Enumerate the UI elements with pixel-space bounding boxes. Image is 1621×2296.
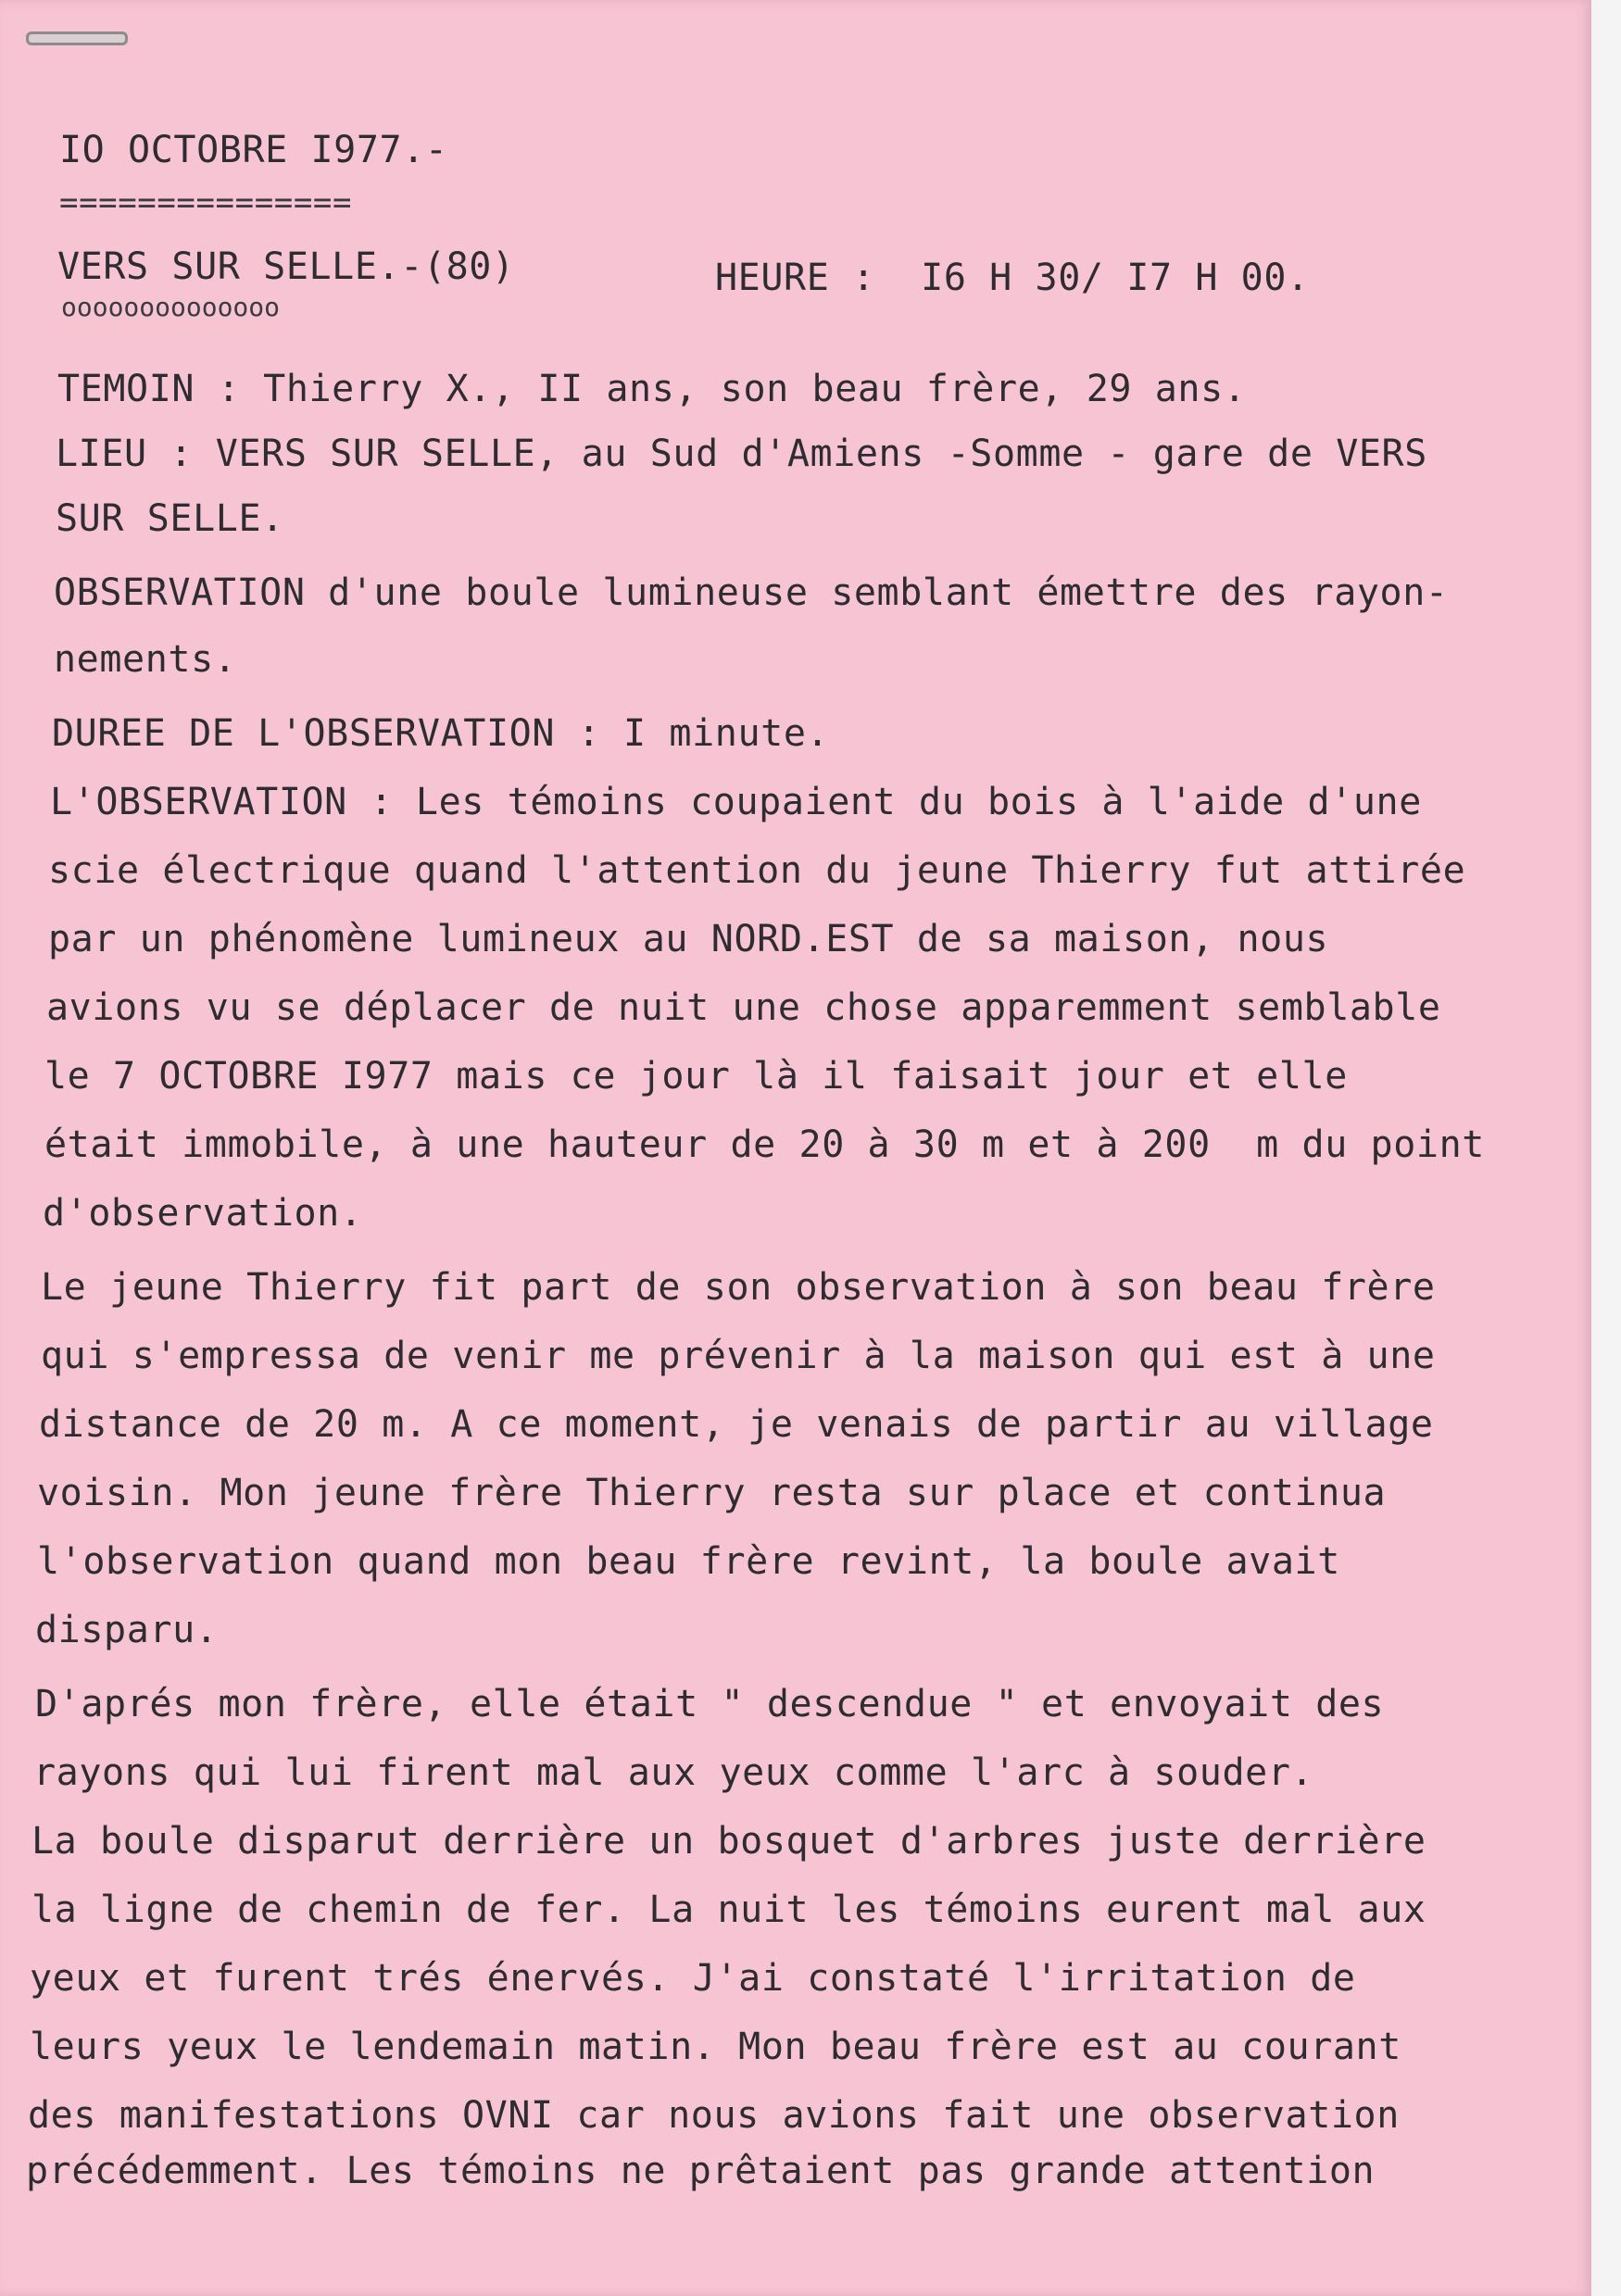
staple-mark <box>26 31 128 45</box>
account-line: des manifestations OVNI car nous avions fait une observation <box>28 2094 1400 2137</box>
account-line: d'observation. <box>43 1192 363 1235</box>
account-line: leurs yeux le lendemain matin. Mon beau frère est au courant <box>30 2026 1401 2068</box>
account-line: le 7 OCTOBRE I977 mais ce jour là il faisait jour et elle <box>44 1055 1348 1098</box>
location-line: LIEU : VERS SUR SELLE, au Sud d'Amiens -Somme - gare de VERS <box>56 433 1427 475</box>
account-line: avions vu se déplacer de nuit une chose apparemment semblable <box>46 986 1441 1029</box>
duration-line: DUREE DE L'OBSERVATION : I minute. <box>52 712 830 755</box>
witness-line: TEMOIN : Thierry X., II ans, son beau frère, 29 ans. <box>57 368 1247 410</box>
account-line: voisin. Mon jeune frère Thierry resta sur place et continua <box>37 1472 1387 1514</box>
report-time: HEURE : I6 H 30/ I7 H 00. <box>715 257 1310 299</box>
account-line: scie électrique quand l'attention du jeune Thierry fut attirée <box>48 849 1466 892</box>
account-line: rayons qui lui firent mal aux yeux comme l'arc à souder. <box>33 1751 1314 1794</box>
place-underline: oooooooooooooo <box>61 292 281 322</box>
observation-line: OBSERVATION d'une boule lumineuse semblant émettre des rayon- <box>54 571 1449 614</box>
location-line-cont: SUR SELLE. <box>56 497 284 540</box>
account-line: la ligne de chemin de fer. La nuit les témoins eurent mal aux <box>31 1888 1426 1931</box>
account-line: L'OBSERVATION : Les témoins coupaient du bois à l'aide d'une <box>50 781 1422 823</box>
account-line: La boule disparut derrière un bosquet d'arbres juste derrière <box>31 1820 1426 1863</box>
account-line: précédemment. Les témoins ne prêtaient pas grande attention <box>26 2150 1376 2192</box>
account-line: par un phénomène lumineux au NORD.EST de sa maison, nous <box>48 918 1329 960</box>
date-underline: =============== <box>59 184 353 221</box>
account-line: Le jeune Thierry fit part de son observation à son beau frère <box>41 1266 1436 1309</box>
account-line: était immobile, à une hauteur de 20 à 30 m et à 200 m du point <box>44 1123 1485 1166</box>
report-date: IO OCTOBRE I977.- <box>59 129 448 171</box>
account-line: qui s'empressa de venir me prévenir à la maison qui est à une <box>41 1335 1436 1377</box>
account-line: disparu. <box>35 1609 219 1651</box>
account-line: l'observation quand mon beau frère revint, la boule avait <box>37 1540 1340 1583</box>
account-line: D'aprés mon frère, elle était " descendue " et envoyait des <box>35 1683 1385 1725</box>
page-margin <box>1591 0 1621 2296</box>
report-place: VERS SUR SELLE.-(80) <box>57 245 515 288</box>
account-line: distance de 20 m. A ce moment, je venais de partir au village <box>39 1403 1434 1446</box>
observation-line-cont: nements. <box>54 638 237 681</box>
account-line: yeux et furent trés énervés. J'ai constaté l'irritation de <box>30 1957 1356 2000</box>
